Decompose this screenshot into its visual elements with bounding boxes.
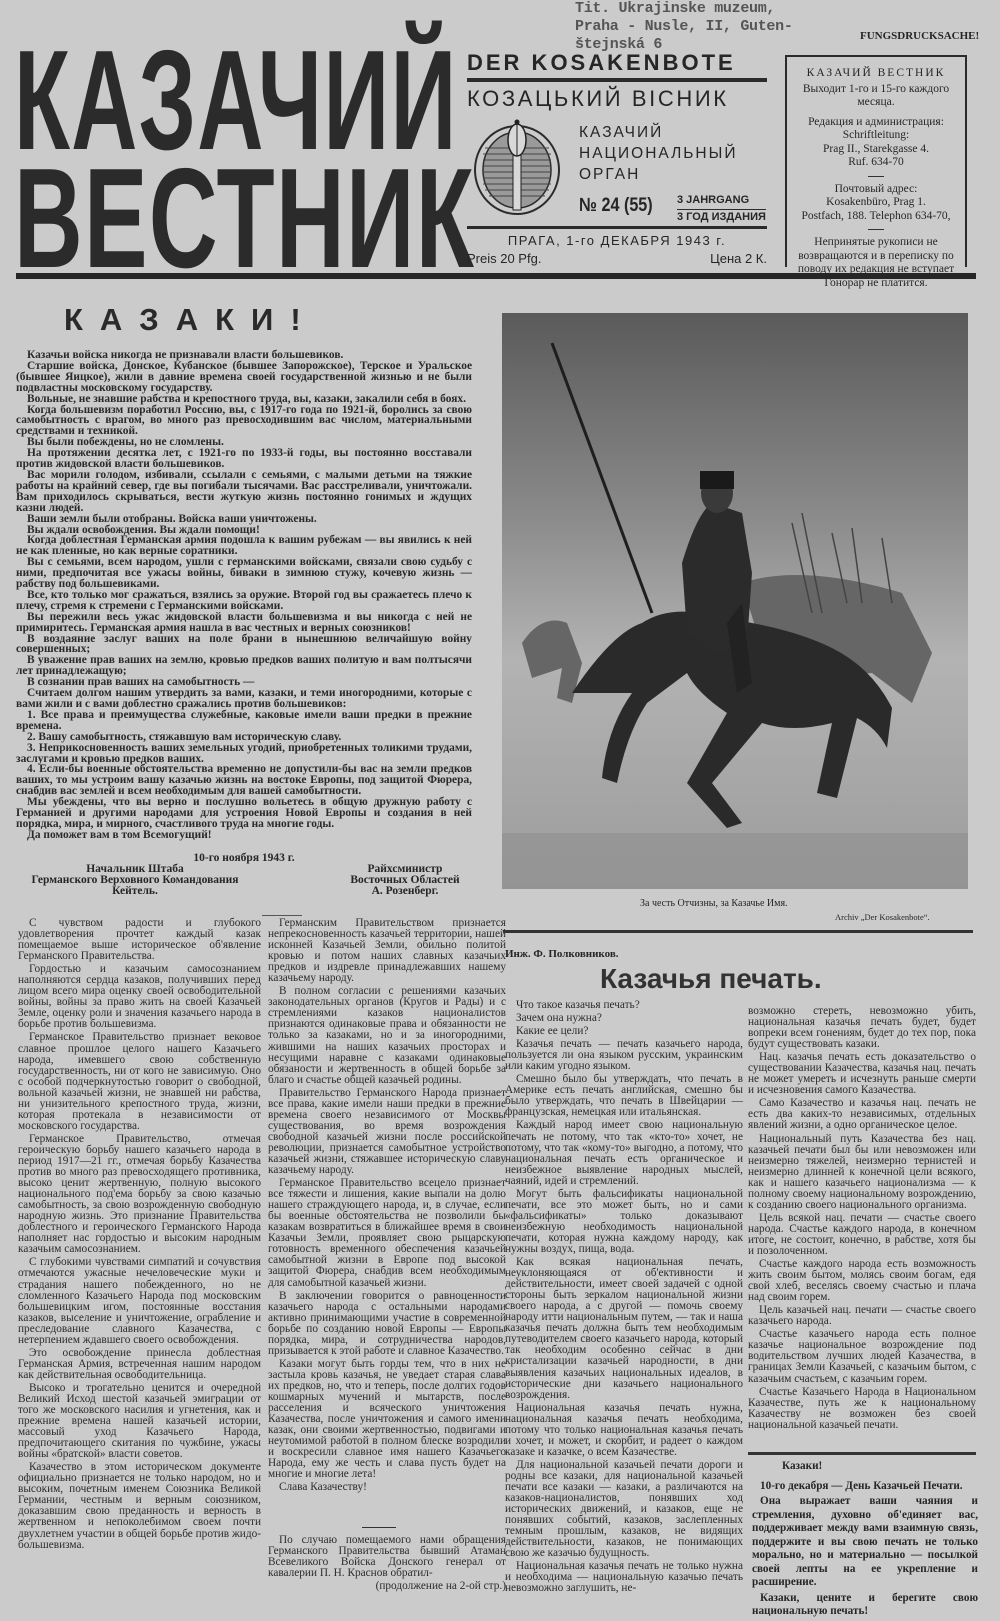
info-schriftleitung: Schriftleitung: xyxy=(842,129,910,141)
article-column-1 xyxy=(18,918,261,1553)
signature-keitel xyxy=(20,864,250,897)
paragraph: Вольные, не знавшие рабства и крепостного труда, вы, казаки, закалили себя в боях. xyxy=(27,392,466,405)
organ-line: НАЦИОНАЛЬНЫЙ xyxy=(579,145,738,162)
german-title: DER KOSAKENBOTE xyxy=(467,50,767,82)
paragraph: Зачем она нужна? xyxy=(516,1012,602,1025)
paragraph: Правительство Германского Народа признает все права, какие имели наши предки в прежние времена своего независимого от Москвы существования, во время возрождения свободной казачьей жизни после российской революции, признается самобытное устройство казачьей жизни, стяжавшее историческую славу казачьему народу. xyxy=(268,1086,506,1177)
paragraph: 2. Вашу самобытность, стяжавшую вам историческую славу. xyxy=(27,730,342,743)
paragraph: Вы ждали освобождения. Вы ждали помощи! xyxy=(27,523,260,536)
info-address: Prag II., Starekgasse 4. xyxy=(822,142,930,155)
paragraph: Как всякая национальная печать, неуклоняющаяся от об'ективности и действительности, имеет своей задачей с одной стороны быть зеркалом национальной жизни своего народа, а с другой — помочь своему народу итти национальным путем, — так и наша казачья печать должна быть тем необходимым путеводителем своего казачьего народа, который так необходим особенно сейчас в дни кристализации казачьей народности, в дни выявления казачьих национальных идеалов, в исторические дни казачьего национального возрождения. xyxy=(505,1256,743,1401)
info-postal-label: Почтовый адрес: xyxy=(834,182,918,195)
postal-mark: FUNGSDRUCKSACHE! xyxy=(860,30,980,42)
jahrgang: 3 JAHRGANG xyxy=(677,193,766,210)
paragraph: Национальная казачья печать не только нужна и необходима — национальную казачью печать невозможно заглушить, не- xyxy=(505,1560,743,1595)
press-day-appeal xyxy=(752,1460,978,1621)
article-title: Казачья печать. xyxy=(600,963,822,994)
paragraph: Вы с семьями, всем народом, ушли с германскими войсками, связали свою судьбу с ними, предпочитая все ужасы войны, биваки в зимнюю стужу, кочевую жизнь — рабству под большевиками. xyxy=(16,556,472,591)
paragraph: В заключении говорится о равноценности казачьего народа с остальными народами активно принимающими участие в современной борьбе по созданию новой Европы — Европы порядка, мира, и сотрудничества народов, призывается к этой работе и славное Казачество. xyxy=(268,1289,506,1357)
info-schedule: Выходит 1-го и 15-го каждого месяца. xyxy=(802,82,950,108)
paragraph: Старшие войска, Донское, Кубанское (бывшее Запорожское), Терское и Уральское (бывшее Яицкое), жили в давние времена своей государственной жизнью и не были подвластны московскому государству. xyxy=(16,359,472,394)
ukrainian-title: КОЗАЦЬКИЙ ВІСНИК xyxy=(467,86,729,111)
info-editorial: Редакция и администрация: xyxy=(808,115,944,128)
stamp-line: Tit. Ukrajinske muzeum, xyxy=(575,0,776,17)
title-line-2: ВЕСТНИК xyxy=(14,139,476,298)
paragraph: Смешно было бы утверждать, что печать в Америке есть печать английская, смешно бы было утверждать, что печать в Швейцарии — французская, немецкая или итальянская. xyxy=(505,1073,743,1119)
illustration-credit: Archiv „Der Kosakenbote“. xyxy=(835,912,930,922)
signature-line: Райхсминистр xyxy=(367,863,443,875)
paragraph: Счастье Казачьего Народа в Национальном Казачестве, путь же к национальному Казачеству не возможен без своей национальной казачьей печати. xyxy=(748,1385,976,1431)
signature-line: Начальник Штаба xyxy=(86,863,184,875)
article-author: Инж. Ф. Полковников. xyxy=(505,948,619,960)
paragraph: С чувством радости и глубокого удовлетворения прочтет каждый казак помещаемое выше историческое об'явление Германского Правительства. xyxy=(18,917,261,963)
paragraph: Считаем долгом нашим утвердить за вами, казаки, и теми иногородними, которые с вами жили и с вами доблестно сражались против большевиков: xyxy=(16,687,472,710)
paragraph: Национальная казачья печать нужна, национальная казачья печать необходима, потому что только национальная казачья печать и хочет, и может, и скорбит, и радеет о каждом казаке и казачке, о всем Казачестве. xyxy=(505,1401,743,1458)
paragraph: Казачьи войска никогда не признавали власти большевиков. xyxy=(27,349,344,361)
paragraph: Могут быть фальсификаты национальной печати, все это может быть, но и сами «фальсификаты» только доказывают неизбежную необходимость национальной печати, которая нужна каждому народу, как нужны воздух, пища, вода. xyxy=(505,1187,743,1255)
divider xyxy=(362,1527,396,1528)
paragraph: возможно стереть, невозможно убить, национальная казачья печать будет, будет вопреки всем гонениям, будет до тех пор, пока будут существовать казаки. xyxy=(748,1005,976,1051)
masthead-rule xyxy=(16,273,976,279)
info-note: Непринятые рукописи не возвращаются и в переписку по поводу их редакция не вступает xyxy=(797,236,955,275)
stamp-line: štejnská 6 xyxy=(575,36,663,53)
cossack-rider-illustration xyxy=(502,313,968,889)
article-column-2 xyxy=(268,918,506,1495)
article-column-4 xyxy=(748,1006,976,1433)
paragraph: С глубокими чувствами симпатий и сочувствия отмечаются ужасные нечеловеческие муки и страдания нашего побежденного, но не сломленного Казачьего Народа под московским большевицким игом, постоянные восстания казаков, выселение и уничтожение, ограбление и преследование славного Казачества, с нетерпением ждавшего своего освобождения. xyxy=(18,1256,261,1346)
masthead-center xyxy=(467,50,767,270)
paragraph: 3. Неприкосновенность ваших земельных угодий, приобретенных толикими трудами, заслугами и кровью предков ваших. xyxy=(16,741,472,765)
paragraph: 4. Если-бы военные обстоятельства временно не допустили-бы вас на земли предков ваших, то мы устроим вашу казачью жизнь на востоке Европы, под защитой Фюрера, снабдив вас землей и всем необходимым для вашей самобытности. xyxy=(16,763,472,798)
info-title: КАЗАЧИЙ ВЕСТНИК xyxy=(806,67,946,79)
paragraph: Цель казачьей нац. печати — счастье своего казачьего народа. xyxy=(748,1304,976,1328)
paragraph: Когда доблестная Германская армия подошла к вашим рубежам — вы явились к ней не как пленные, но как верные соратники. xyxy=(16,534,472,558)
paragraph: По случаю помещаемого нами обращения Германского Правительства бывший Атаман Всевеликого Войска Донского генерал от кавалерии П. Н. Краснов обратил- xyxy=(268,1534,506,1580)
paragraph: Все, кто только мог сражаться, взялись за оружие. Второй год вы сражаетесь плечо к плечу, стремя к стремени с Германскими войсками. xyxy=(16,588,472,612)
appeal-text xyxy=(752,1480,978,1619)
price-german: Preis 20 Pfg. xyxy=(467,251,542,266)
info-postal: Kosakenbüro, Prag 1. xyxy=(826,196,926,208)
paragraph: Счастье казачьего народа есть полное казачье национальное возрождение под водительством лучших людей Казачества, в границах Земли Казачьей, с казачьим бытом, с казачьим счастьем, с казачьим горем. xyxy=(748,1328,976,1385)
paragraph: В уважение прав ваших на землю, кровью предков ваших политую и вам полтысячи лет принадлежащую; xyxy=(16,654,472,678)
paragraph: Счастье каждого народа есть возможность жить своим бытом, молясь своим богам, едя свой хлеб, веселясь своему счастью и плача над своим горем. xyxy=(748,1258,976,1304)
paragraph: Каждый народ имеет свою национальную печать не потому, что так «кто-то» хочет, не потому, что так «кому-то» выгодно, а потому, что национальная печать есть органическое и неизбежное выявление народных мыслей, чаяний, идей и стремлений. xyxy=(505,1119,743,1187)
paragraph: Слава Казачеству! xyxy=(279,1481,367,1494)
paragraph: Какие ее цели? xyxy=(516,1025,589,1038)
paragraph: В воздаяние заслуг ваших на поле брани в нынешнюю величайшую войну совершенных; xyxy=(16,632,472,656)
publication-info-box xyxy=(785,55,967,289)
signature-line: А. Розенберг. xyxy=(371,885,439,897)
proclamation-text xyxy=(16,350,472,841)
paragraph: Германским Правительством признается непрекосновенность казачьей территории, нашей исконней Казачьей Земли, обильно политой кровью и потом наших славных казачьих предков и издревле принадлежавших нашему казачьему народу. xyxy=(268,917,506,985)
paragraph: Это освобождение принесла доблестная Германская Армия, встреченная нашим народом как действительная освободительница. xyxy=(18,1346,261,1381)
paragraph: Что такое казачья печать? xyxy=(516,999,640,1011)
proclamation-heading: КАЗАКИ! xyxy=(64,302,318,337)
paragraph: Вы были побеждены, но не сломлены. xyxy=(27,436,224,449)
info-postal: Postfach, 188. Telephon 634-70, xyxy=(801,209,951,222)
year-of-publication: 3 ГОД ИЗДАНИЯ xyxy=(677,211,766,223)
divider xyxy=(868,176,884,177)
signature-line: Германского Верховного Командования xyxy=(31,874,239,886)
paragraph: Вас морили голодом, избивали, ссылали с семьями, с малыми детьми на тяжкие работы на крайний север, где вы погибали тысячами. Вас расстреливали, уничтожали. Вам приходилось скрываться, вести жуткую жизнь постоянно гонимых и ждущих казни людей. xyxy=(16,468,472,514)
organ-line: КАЗАЧИЙ xyxy=(579,124,664,141)
volume-info xyxy=(677,193,766,225)
stamp-line: Praha - Nusle, II, Guten- xyxy=(575,18,793,35)
krasnov-note xyxy=(268,1535,506,1594)
paragraph: Она выражает ваши чаяния и стремления, духовно об'единяет вас, поддерживает между вами взаимную связь, поддержите и вы свою печать не только морально, но и материально — посылкой своей лепты на ее укрепление и расширение. xyxy=(752,1495,978,1588)
paragraph: Высоко и трогательно ценится и очередной Великий Исход шестой казачьей эмиграции от того же московского насилия и угнетения, как и прежние времена нашей казачьей истории, массовый уход Казачьего Народа, предпочитающего скитания по чужбине, ужасы войны «братской» власти советов. xyxy=(18,1381,261,1461)
issue-date: ПРАГА, 1-го ДЕКАБРЯ 1943 г. xyxy=(507,233,727,248)
paragraph: Германское Правительство, отмечая героическую борьбу нашего казачьего народа в период 1917—21 гг., отмечая борьбу Казачества против во много раз превосходящего противника, высоко ценит жертвенную, полную высокого национального под'ема борьбу за свою казачью самобытность, за свою возрожденную свободную народную жизнь. Это признание Правительства доблестного и героического Германского Народа наполняет нас гордостью и высоким народным казачьим самосознанием. xyxy=(18,1132,261,1256)
paragraph: Ваши земли были отобраны. Войска ваши уничтожены. xyxy=(27,512,317,525)
divider xyxy=(503,930,973,933)
continued-note: (продолжение на 2-ой стр.) xyxy=(375,1580,506,1593)
mace-emblem-icon xyxy=(471,118,563,218)
paragraph: 10-го декабря — День Казачьей Печати. xyxy=(760,1479,963,1492)
paragraph: В полном согласии с решениями казачьих законодательных органов (Кругов и Рады) и с стремлениями казаков националистов признаются одинаковые права и обязанности не только за казаками, но и за иногородними, жившими на наших казачьих просторах и несущими наравне с казаками одинаковые обязаности и жертвенность в общей борьбе за благо и счастье общей казачьей родины. xyxy=(268,985,506,1086)
article-column-3 xyxy=(505,1000,743,1596)
paragraph: Нац. казачья печать есть доказательство о существовании Казачества, казачья нац. печать не может умереть и исчезнуть раньше смерти и исчезновения самого Казачества. xyxy=(748,1051,976,1097)
signature-rosenberg xyxy=(345,864,465,897)
paragraph: Казаки могут быть горды тем, что в них не застыла кровь казачья, не уведает старая слава их предков, но, что и теперь, после долгих годов кошмарных мучений и мытарств, после расселения и всяческого уничтожения Казачества, после уничтожения и самого имени казак, они своими жертвенностью, подвигами и неутомимой работой в полном блеске возродили и воскресили славное имя нашего Казачьего Народа, ему же честь и слава пусть будет на многие и многие лета! xyxy=(268,1357,506,1481)
issue-number: № 24 (55) xyxy=(579,195,653,216)
signature-line: Восточных Областей xyxy=(350,874,460,886)
divider xyxy=(467,226,767,229)
divider xyxy=(748,1452,976,1455)
paragraph: Германское Правительство признает вековое славное прошлое целого нашего Казачьего народа, имевшего свою собственную государственность, ни от кого не зависимую. Оно с особой подчеркнутостью говорит о свободной, вольной казачьей жизни, не знавшей ни рабства, ни унизительного крепостного труда, жизни, которая протекала в независимости от московского государства. xyxy=(18,1031,261,1132)
paragraph: Само Казачество и казачья нац. печать не есть два каких-то независимых, отдельных явлений жизни, а одно органическое целое. xyxy=(748,1097,976,1132)
paragraph: Да поможет вам в том Всемогущий! xyxy=(27,828,212,841)
library-stamp xyxy=(575,0,793,54)
organ-line: ОРГАН xyxy=(579,166,641,183)
paragraph: Для национальной казачьей печати дороги и родны все казаки, для национальной казачьей печати все казаки — казаки, а различаются на казаков-националистов, понявших ход исторических движений, и казаков, еще не понявших событий, казаков, заслепленных темным прошлым, казаков, не видящих действительности, казаков, не понимающих свою же казачью будущность. xyxy=(505,1458,743,1560)
organ-label xyxy=(579,122,737,185)
illustration-caption: За честь Отчизны, за Казачье Имя. xyxy=(640,898,788,909)
paragraph: Казачья печать — печать казачьего народа, пользуется ли она языком русским, украинским или каким угодно языком. xyxy=(505,1038,743,1073)
paragraph: В сознании прав ваших на самобытность — xyxy=(27,676,255,689)
paragraph: Когда большевизм поработил Россию, вы, с 1917-го года по 1921-й, боролись за свою самобытность с врагом, во много раз превосходившим вас числом, материальными средствами и техникой. xyxy=(16,403,472,438)
paragraph: Цель всякой нац. печати — счастье своего народа. Счастье каждого народа, в конечном итоге, не состоит, конечно, в рабстве, хотя бы и позолоченном. xyxy=(748,1211,976,1257)
paragraph: Казаки, цените и берегите свою национальную печать! xyxy=(752,1591,978,1617)
paragraph: Вы пережили весь ужас жидовской власти большевизма и вы никогда с ней не примиритесь. Германская армия нашла в вас честных и верных союзников! xyxy=(16,610,472,634)
paragraph: Германское Правительство всецело признает все тяжести и лишения, какие выпали на долю нашего страждующего народа, и, в случае, если бы военные обстоятельства не позволили бы казакам возвратиться в ближайшее время в свои Казачьи Земли, проявляет свою рыцарскую готовность временного обеспечения казачьей самобытной жизни в Европе под высокой защитой Фюрера, снабдив всем необходимым для самобытной казачьей жизни. xyxy=(268,1177,506,1289)
price-russian: Цена 2 К. xyxy=(710,251,767,266)
title-line-1: КАЗАЧИЙ xyxy=(14,21,458,180)
masthead-title xyxy=(14,21,476,298)
paragraph: Казачество в этом историческом документе официально признается не только народом, но и высоким, почетным именем Союзника Великой Германии, честным и верным союзником, доказавшим свою преданность и верность в жертвенном и непоколебимом своем почти двухлетнем участии в общей борьбе против жидо-большевизма. xyxy=(18,1461,261,1551)
proclamation-date: 10-го ноября 1943 г. xyxy=(193,852,295,864)
info-fee: Гонорар не платится. xyxy=(824,276,928,289)
paragraph: Национальный путь Казачества без нац. казачьей печати был бы или невозможен или неизмерно тяжелей, неизмерно тернистей и неизмерно длинней к конечной цели всякого, как и нашего казачьего национализма — к полному своему национальному возрождению, к созданию своего национального организма. xyxy=(748,1132,976,1211)
paragraph: 1. Все права и преимущества служебные, каковые имели ваши предки в прежние времена. xyxy=(16,708,472,732)
paragraph: Гордостью и казачьим самосознанием наполняются сердца казаков, получивших перед лицом всего мира оценку своей освободительной войны, войны за право жить на своей Казачьей Земле, оценку роли и значения казачьего народа в борьбе против большевизма. xyxy=(18,963,261,1031)
appeal-heading: Казаки! xyxy=(782,1460,823,1472)
signature-line: Кейтель. xyxy=(112,885,158,897)
info-phone: Ruf. 634-70 xyxy=(848,156,904,168)
divider xyxy=(868,229,884,230)
divider xyxy=(262,915,302,916)
paragraph: На протяжении десятка лет, с 1921-го по 1933-й годы, вы постоянно восставали против жидовской власти большевиков. xyxy=(16,447,472,471)
paragraph: Мы убеждены, что вы верно и послушно вольетесь в общую дружную работу с Германией и другими народами для устроения Новой Европы и создания в ней порядка, мира, и мирного, счастливого труда на многие годы. xyxy=(16,796,472,830)
